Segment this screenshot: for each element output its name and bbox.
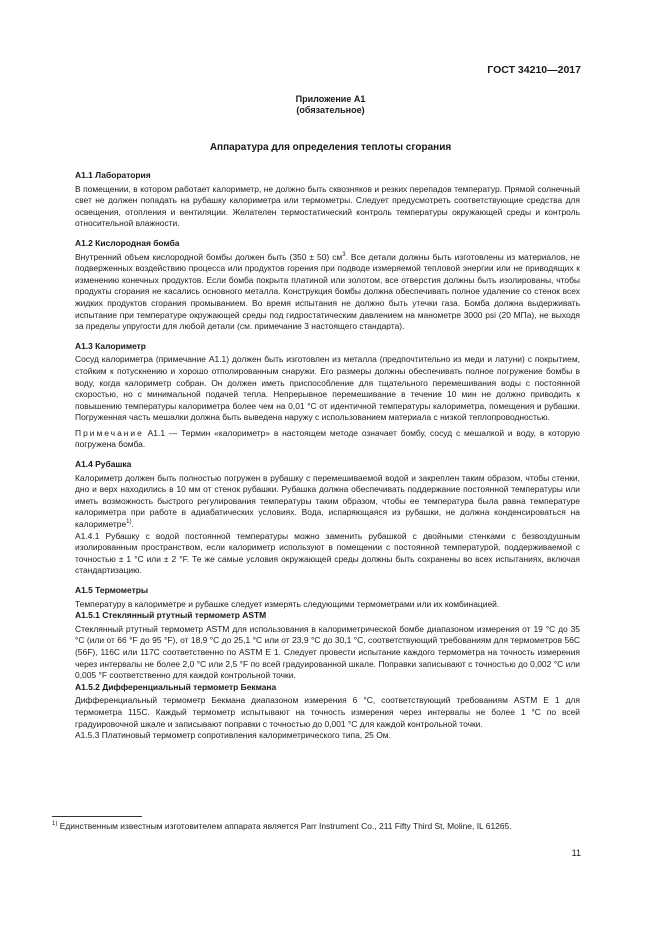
- paragraph-beckmann-thermometer: Дифференциальный термометр Бекмана диапазоном измерения 6 °С, соответствующий требованиям ASTM Е 1 для термометра 115С. Каждый термометр испытывают на точность измерения через интервалы не более 1 °С по всей градуировочной шкале и записывают поправки с точностью до 0,001 °С для каждой контрольной точки.: [75, 695, 580, 729]
- footnote-divider: [52, 816, 142, 817]
- paragraph-calorimeter: Сосуд калориметра (примечание А1.1) должен быть изготовлен из металла (предпочтительно из меди и латуни) с покрытием, стойким к потускнению и хорошо отполированным снаружи. Его размеры должны обеспечивать полное погружение бомбы в воду, когда калориметр собран. Он должен иметь приспособление для тщательного перемешивания воды с постоянной скоростью, но с минимальной подачей тепла. Непрерывное перемешивание в течение 10 мин не должно приводить к повышению температуры калориметра более чем на 0,01 °С от идентичной температуры калориметра, помещения и рубашки. Погруженная часть мешалки должна быть выведена наружу с использованием материала с низкой теплопроводностью.: [75, 354, 580, 423]
- paragraph-platinum-thermometer: А1.5.3 Платиновый термометр сопротивления калориметрического типа, 25 Ом.: [75, 730, 391, 741]
- paragraph-mercury-thermometer: Стеклянный ртутный термометр ASTM для использования в калориметрической бомбе диапазоном измерения от 19 °С до 35 °С (или от 66 °F до 95 °F), от 18,9 °С до 25,1 °С или от 23,9 °С до 30,1 °С, соответствующий требованиям для термометров 56С (56F), 116С или 117С соответственно по ASTM Е 1. Следует провести испытание каждого термометра на точность измерения через интервалы не более 2,0 °С или 2,5 °F по всей градуированной шкале. Поправки записывают с точностью до 0,002 °С или 0,005 °F соответственно для каждой контрольной точки.: [75, 623, 580, 681]
- section-heading-jacket: А1.4 Рубашка: [75, 459, 132, 470]
- subsection-heading-beckmann-thermometer: А1.5.2 Дифференциальный термометр Бекмана: [75, 681, 277, 692]
- bomb-volume-text: Внутренний объем кислородной бомбы должен быть (350 ± 50) см: [75, 251, 343, 262]
- jacket-text: Калориметр должен быть полностью погружен в рубашку с перемешиваемой водой и закреплен таким образом, чтобы стенки, дно и верх находились в 10 мм от стенок рубашки. Рубашка должна обеспечивать поддержание постоянной температуры или иметь возможность быстрого регулирования температуры таким образом, чтобы ее температура была равна температуре калориметра при работе в адиабатических условиях. Вода, испаряющаяся из рубашки, не должна конденсироваться на калориметре: [75, 472, 580, 530]
- footnote-text: Единственным известным изготовителем аппарата является Parr Instrument Co., 211 Fifty Third St, Moline, IL 61265.: [57, 821, 512, 831]
- page-number: 11: [571, 848, 581, 858]
- section-heading-calorimeter: А1.3 Калориметр: [75, 340, 146, 351]
- main-title: Аппаратура для определения теплоты сгорания: [209, 142, 452, 153]
- appendix-title: Приложение А1: [295, 94, 366, 104]
- paragraph-oxygen-bomb: [75, 252, 580, 333]
- jacket-text-end: .: [131, 519, 134, 530]
- paragraph-jacket: [75, 473, 580, 531]
- section-heading-thermometers: А1.5 Термометры: [75, 585, 149, 595]
- footnote-reference: 1): [126, 519, 132, 526]
- note-text: А1.1 — Термин «калориметр» в настоящем методе означает бомбу, сосуд с мешалкой и воду, в которую погружена бомба.: [75, 427, 580, 450]
- section-heading-oxygen-bomb: А1.2 Кислородная бомба: [75, 237, 180, 248]
- document-body: [75, 166, 580, 742]
- paragraph-laboratory: В помещении, в котором работает калориметр, не должно быть сквозняков и резких перепадов температур. Прямой солнечный свет не должен попадать на рубашку калориметра или термометры. Следует предусмотреть соответствующие средства для освещения, отопления и вентиляции. Желателен термостатический контроль температуры окружающей среды и контроль относительной влажности.: [75, 183, 580, 229]
- paragraph-thermometers: Температуру в калориметре и рубашке следует измерять следующими термометрами или их комбинацией.: [75, 598, 500, 609]
- footnote: [52, 821, 580, 833]
- paragraph-jacket-alt: А1.4.1 Рубашку с водой постоянной температуры можно заменить рубашкой с двойными стенками с безвоздушным изолированным пространством, если калориметр используют в помещении с постоянной температурой, поддерживаемой с точностью ± 1 °С или ± 2 °F. Те же самые условия окружающей среды должны быть сохранены во всех испытаниях, включая стандартизацию.: [75, 530, 580, 576]
- appendix-subtitle: (обязательное): [296, 105, 365, 115]
- note-calorimeter: [75, 428, 580, 451]
- footnote-marker: 1): [52, 821, 58, 828]
- section-heading-laboratory: А1.1 Лаборатория: [75, 170, 151, 180]
- superscript-cube: 3: [342, 251, 346, 258]
- subsection-heading-mercury-thermometer: А1.5.1 Стеклянный ртутный термометр ASTM: [75, 610, 267, 621]
- note-label: Примечание: [75, 427, 144, 438]
- document-code: ГОСТ 34210—2017: [487, 64, 581, 76]
- bomb-requirements-text: . Все детали должны быть изготовлены из материалов, не подверженных воздействию процесса или продуктов горения при подводе измеряемой тепловой энергии или не приводящих к изменению конечных продуктов. Если бомба покрыта платиной или золотом, все отверстия должны быть изолированы, чтобы продукты сгорания не касались основного металла. Конструкция бомбы должна обеспечивать полное удаление со стенок всех жидких продуктов сгорания промыванием. Во время испытания не должно быть утечки газа. Бомба должна выдерживать испытание при температуре окружающей среды под гидростатическим давлением на манометре 3000 psi (20 МПа), не выходя за пределы упругости для любой детали (см. примечание 3 настоящего стандарта).: [75, 251, 580, 332]
